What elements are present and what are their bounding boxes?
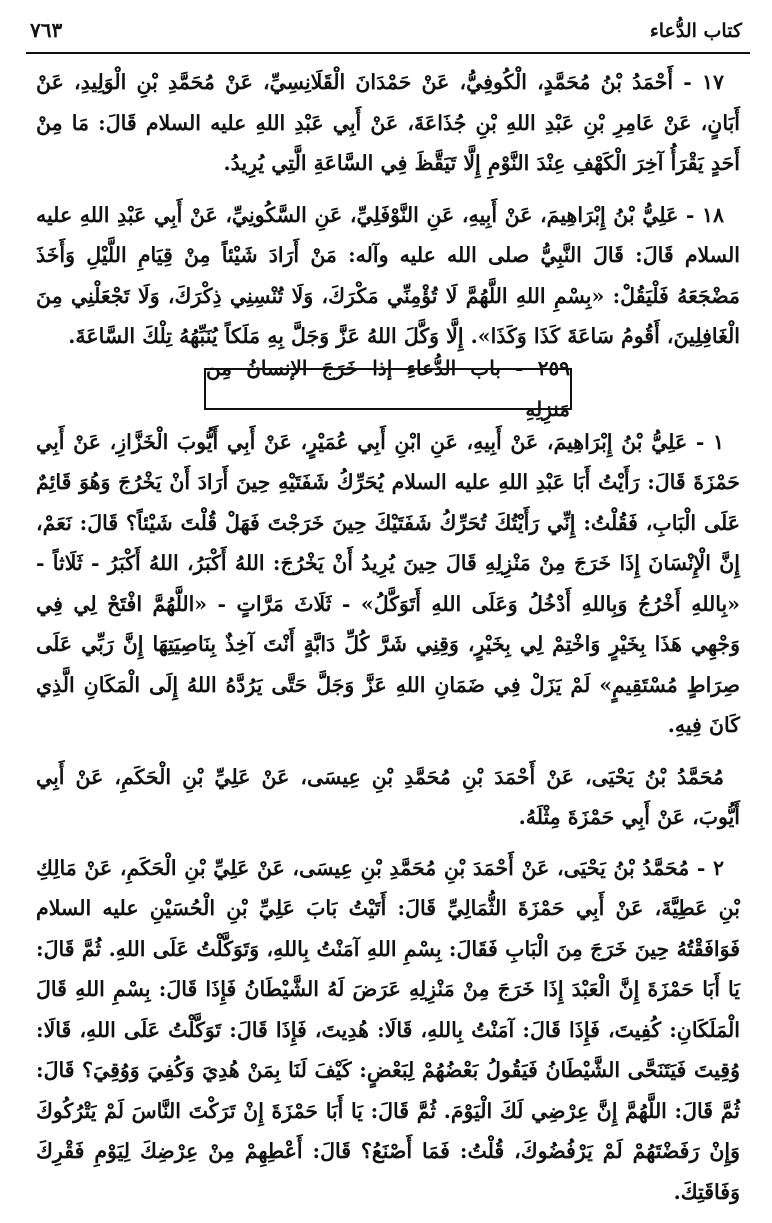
book-title: كتاب الدُّعاء bbox=[649, 20, 742, 42]
hadith-18: ١٨ - عَلِيُّ بْنُ إِبْرَاهِيمَ، عَنْ أَبِيهِ، عَنِ النَّوْفَلِيِّ، عَنِ السَّكُونِيِّ، عَنْ أَبِي عَبْدِ اللهِ عليه السلام قَالَ: قَالَ النَّبِيُّ صلى الله عليه وآله: مَنْ أَرَادَ شَيْئاً مِنْ قِيَامِ اللَّيْلِ وَأَخَذَ مَضْجَعَهُ فَلْيَقُلْ: «بِسْمِ اللهِ اللَّهُمَّ لَا تُؤْمِنِّي مَكْرَكَ، وَلَا تُنْسِنِي ذِكْرَكَ، وَلَا تَجْعَلْنِي مِنَ الْغَافِلِينَ، أَقُومُ سَاعَةَ كَذَا وَكَذَا». إِلَّا وَكَّلَ اللهُ عَزَّ وَجَلَّ بِهِ مَلَكاً يُنَبِّهُهُ تِلْكَ السَّاعَةَ. bbox=[36, 202, 740, 348]
page-header bbox=[26, 12, 750, 46]
chapter-title: ٢٥٩ - باب الدُّعاءِ إذا خَرَجَ الإنسانُ مِن مَنزِلِهِ bbox=[206, 356, 570, 421]
page-number: ٧٦٣ bbox=[30, 18, 63, 42]
hadith-1: ١ - عَلِيُّ بْنُ إِبْرَاهِيمَ، عَنْ أَبِيهِ، عَنِ ابْنِ أَبِي عُمَيْرٍ، عَنْ أَبِي أَيُّوبَ الْخَزَّازِ، عَنْ أَبِي حَمْزَةَ قَالَ: رَأَيْتُ أَبَا عَبْدِ اللهِ عليه السلام يُحَرِّكُ شَفَتَيْهِ حِينَ أَرَادَ أَنْ يَخْرُجَ وَهُوَ قَائِمٌ عَلَى الْبَابِ، فَقُلْتُ: إِنِّي رَأَيْتُكَ تُحَرِّكُ شَفَتَيْكَ حِينَ خَرَجْتَ فَهَلْ قُلْتَ شَيْئاً؟ قَالَ: نَعَمْ، إِنَّ الْإِنْسَانَ إِذَا خَرَجَ مِنْ مَنْزِلِهِ قَالَ حِينَ يُرِيدُ أَنْ يَخْرُجَ: اللهُ أَكْبَرُ، اللهُ أَكْبَرُ - ثَلَاثاً - «بِاللهِ أَخْرُجُ وَبِاللهِ أَدْخُلُ وَعَلَى اللهِ أَتَوَكَّلُ» - ثَلَاثَ مَرَّاتٍ - «اللَّهُمَّ افْتَحْ لِي فِي وَجْهِي هَذَا بِخَيْرٍ وَاخْتِمْ لِي بِخَيْرٍ، وَقِنِي شَرَّ كُلِّ دَابَّةٍ أَنْتَ آخِذٌ بِنَاصِيَتِهَا إِنَّ رَبِّي عَلَى صِرَاطٍ مُسْتَقِيمٍ» لَمْ يَزَلْ فِي ضَمَانِ اللهِ عَزَّ وَجَلَّ حَتَّى يَرُدَّهُ اللهُ إِلَى الْمَكَانِ الَّذِي كَانَ فِيهِ. bbox=[36, 429, 740, 737]
chapter-heading bbox=[204, 356, 572, 421]
header-rule bbox=[26, 52, 750, 54]
hadith-2: ٢ - مُحَمَّدُ بْنُ يَحْيَى، عَنْ أَحْمَدَ بْنِ مُحَمَّدِ بْنِ عِيسَى، عَنْ عَلِيِّ بْنِ الْحَكَمِ، عَنْ مَالِكِ بْنِ عَطِيَّةَ، عَنْ أَبِي حَمْزَةَ الثُّمَالِيِّ قَالَ: أَتَيْتُ بَابَ عَلِيِّ بْنِ الْحُسَيْنِ عليه السلام فَوَافَقْتُهُ حِينَ خَرَجَ مِنَ الْبَابِ فَقَالَ: بِسْمِ اللهِ آمَنْتُ بِاللهِ، وَتَوَكَّلْتُ عَلَى اللهِ. ثُمَّ قَالَ: يَا أَبَا حَمْزَةَ إِنَّ الْعَبْدَ إِذَا خَرَجَ مِنْ مَنْزِلِهِ عَرَضَ لَهُ الشَّيْطَانُ فَإِذَا قَالَ: بِسْمِ اللهِ قَالَ الْمَلَكَانِ: كُفِيتَ، فَإِذَا قَالَ: آمَنْتُ بِاللهِ، قَالَا: هُدِيتَ، فَإِذَا قَالَ: تَوَكَّلْتُ عَلَى اللهِ، قَالَا: وُقِيتَ فَيَتَنَحَّى الشَّيْطَانُ فَيَقُولُ بَعْضُهُمْ لِبَعْضٍ: كَيْفَ لَنَا بِمَنْ هُدِيَ وَكُفِيَ وَوُقِيَ؟ قَالَ: ثُمَّ قَالَ: اللَّهُمَّ إِنَّ عِرْضِي لَكَ الْيَوْمَ. ثُمَّ قَالَ: يَا أَبَا حَمْزَةَ إِنْ تَرَكْتَ النَّاسَ لَمْ يَتْرُكُوكَ وَإِنْ رَفَضْتَهُمْ لَمْ يَرْفُضُوكَ، قُلْتُ: فَمَا أَصْنَعُ؟ قَالَ: أَعْطِهِمْ مِنْ عِرْضِكَ لِيَوْمِ فَقْرِكَ وَفَاقَتِكَ. bbox=[36, 855, 740, 1204]
hadith-1-alt-chain: مُحَمَّدُ بْنُ يَحْيَى، عَنْ أَحْمَدَ بْنِ مُحَمَّدِ بْنِ عِيسَى، عَنْ عَلِيِّ بْنِ الْحَكَمِ، عَنْ أَبِي أَيُّوبَ، عَنْ أَبِي حَمْزَةَ مِثْلَهُ. bbox=[36, 764, 740, 829]
page-body bbox=[36, 62, 740, 1223]
hadith-17: ١٧ - أَحْمَدُ بْنُ مُحَمَّدٍ، الْكُوفِيُّ، عَنْ حَمْدَانَ الْقَلَانِسِيِّ، عَنْ مُحَمَّدِ بْنِ الْوَلِيدِ، عَنْ أَبَانٍ، عَنْ عَامِرِ بْنِ عَبْدِ اللهِ بْنِ جُذَاعَةَ، عَنْ أَبِي عَبْدِ اللهِ عليه السلام قَالَ: مَا مِنْ أَحَدٍ يَقْرَأُ آخِرَ الْكَهْفِ عِنْدَ النَّوْمِ إِلَّا تَيَقَّظَ فِي السَّاعَةِ الَّتِي يُرِيدُ. bbox=[36, 70, 740, 175]
